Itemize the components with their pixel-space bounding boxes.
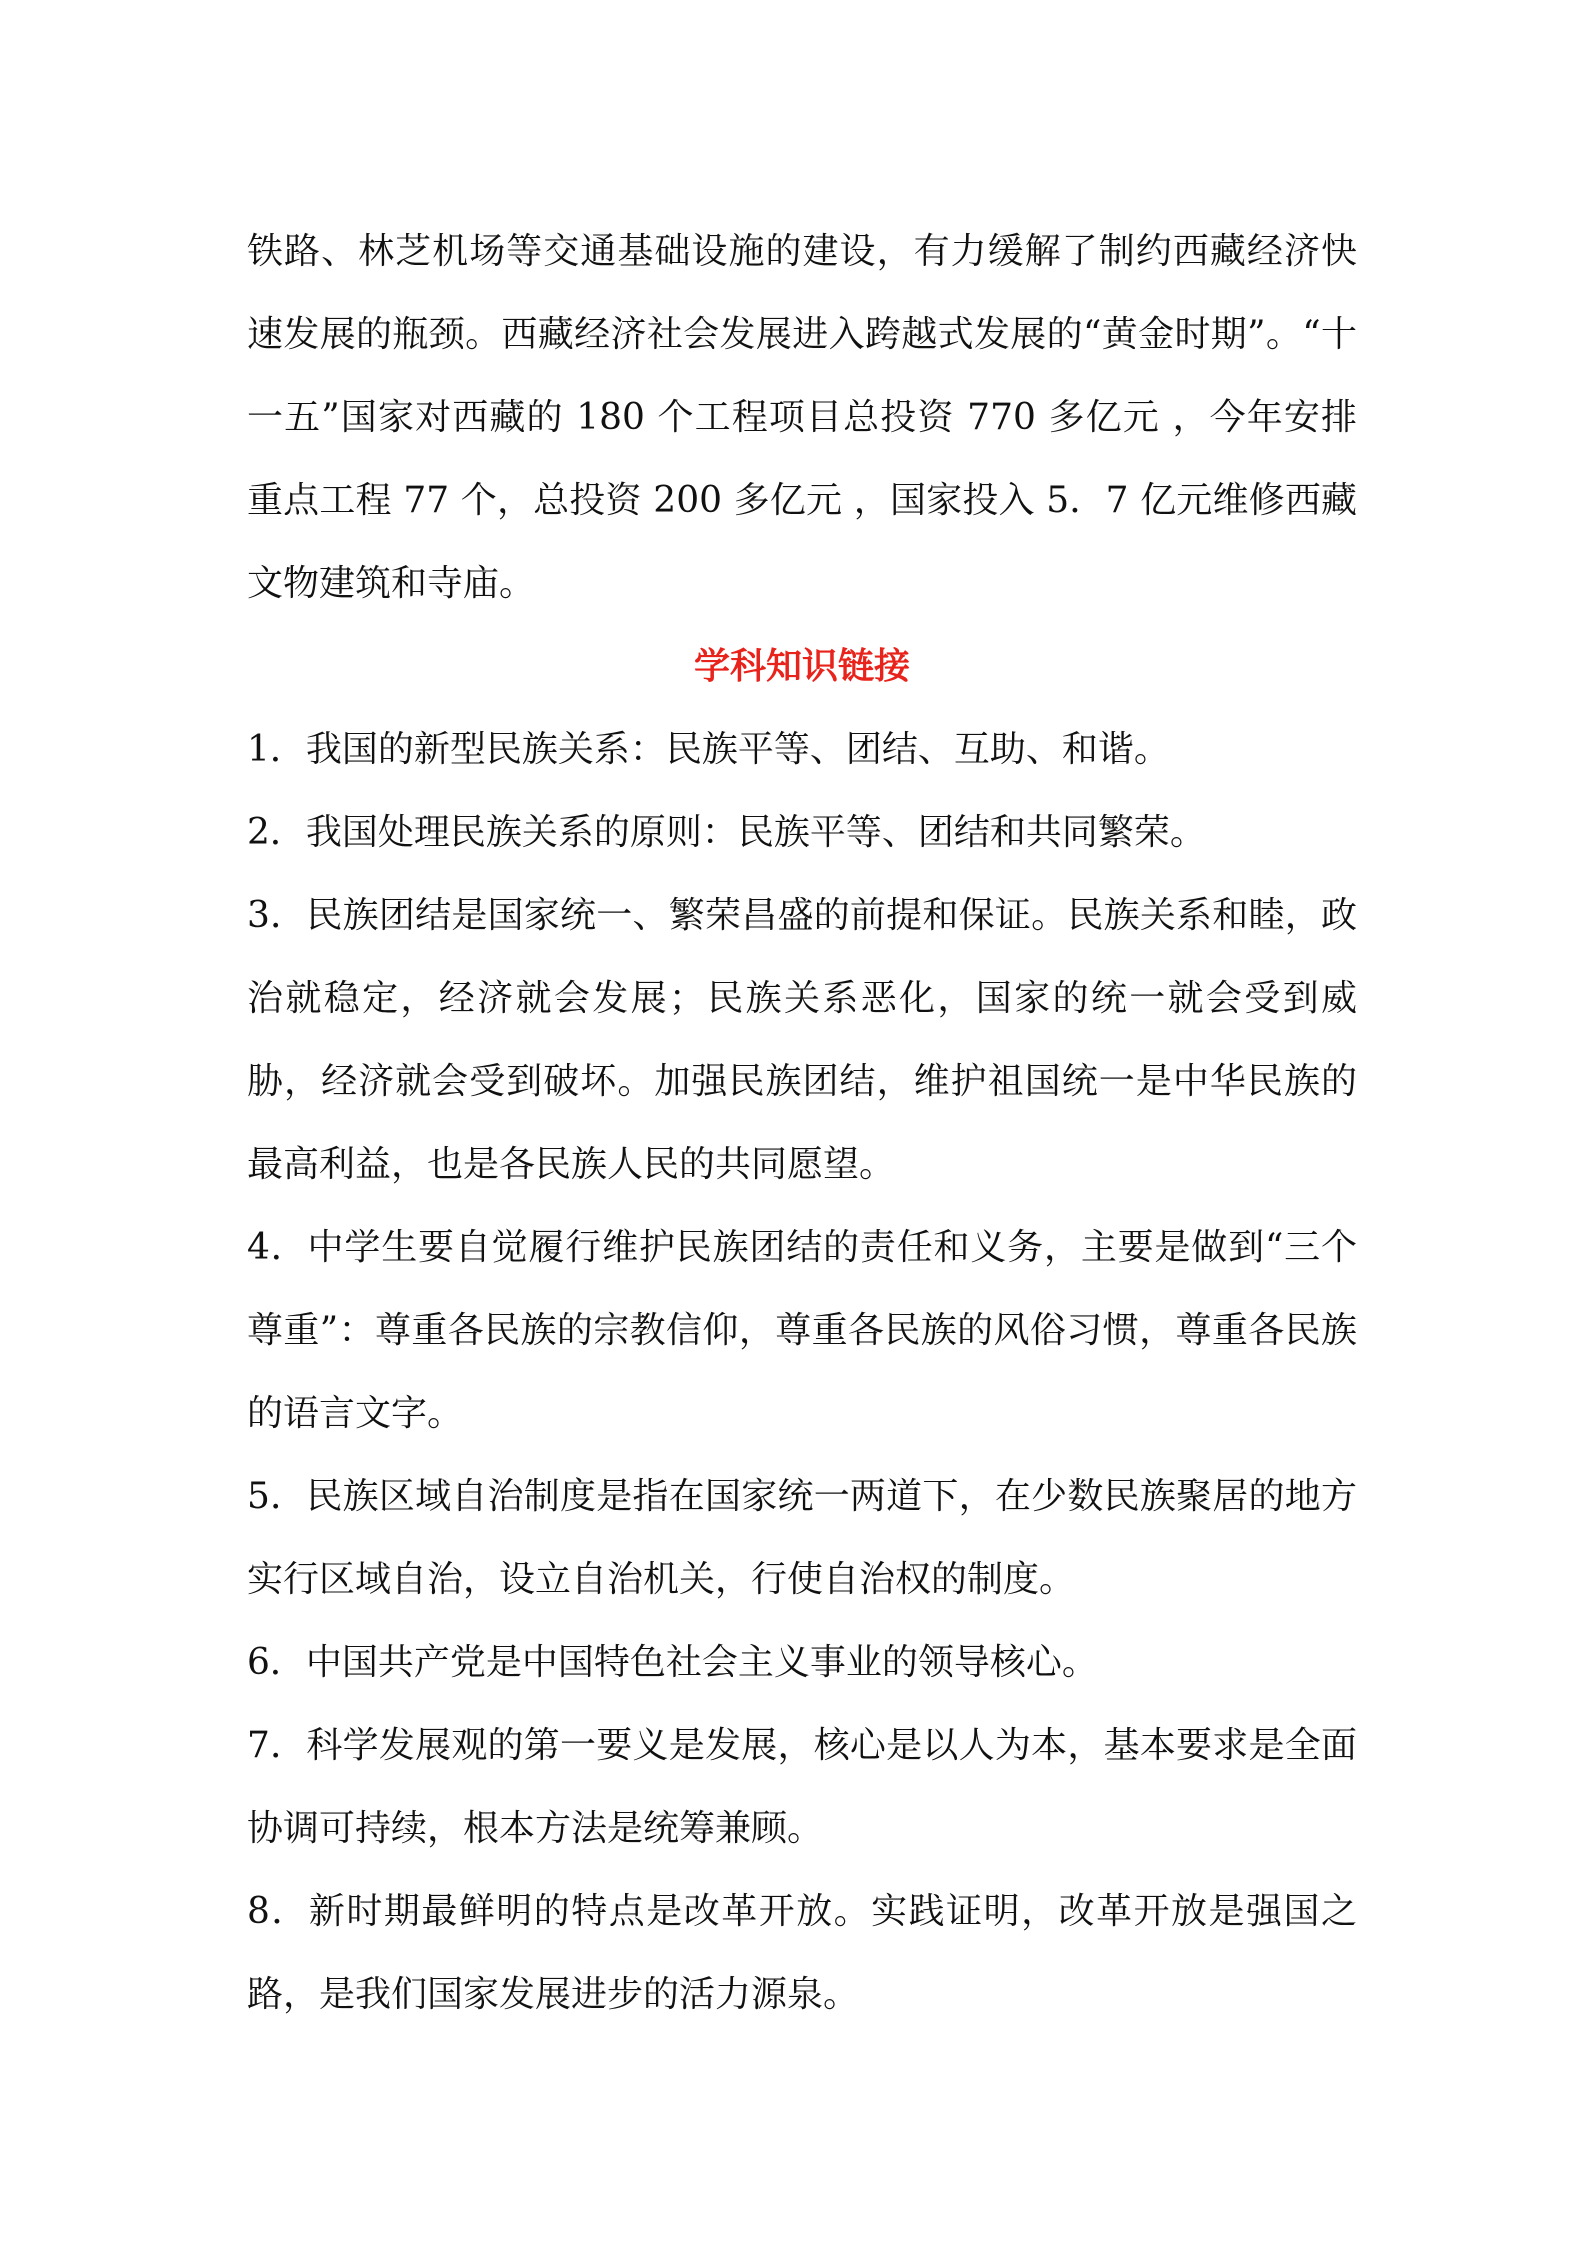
knowledge-item-2: 2．我国处理民族关系的原则：民族平等、团结和共同繁荣。 [247,812,1206,853]
knowledge-item-3: 3．民族团结是国家统一、繁荣昌盛的前提和保证。民族关系和睦，政治就稳定，经济就会发展；民族关系恶化，国家的统一就会受到威胁，经济就会受到破坏。加强民族团结，维护祖国统一是中华民族的最高利益，也是各民族人民的共同愿望。 [247,895,1357,1185]
section-heading: 学科知识链接 [693,646,910,687]
knowledge-item-6: 6．中国共产党是中国特色社会主义事业的领导核心。 [247,1642,1098,1683]
knowledge-item-8: 8．新时期最鲜明的特点是改革开放。实践证明，改革开放是强国之路，是我们国家发展进步的活力源泉。 [247,1891,1357,2015]
intro-paragraph: 铁路、林芝机场等交通基础设施的建设，有力缓解了制约西藏经济快速发展的瓶颈。西藏经济社会发展进入跨越式发展的“黄金时期”。“十一五”国家对西藏的 180 个工程项目总投资 770 多亿元 ，今年安排重点工程 77 个，总投资 200 多亿元 ，国家投入 5．7 亿元维修西藏文物建筑和寺庙。 [247,231,1357,604]
knowledge-item-1: 1．我国的新型民族关系：民族平等、团结、互助、和谐。 [247,729,1170,770]
knowledge-item-5: 5．民族区域自治制度是指在国家统一两道下，在少数民族聚居的地方实行区域自治，设立自治机关，行使自治权的制度。 [247,1476,1357,1600]
knowledge-item-7: 7．科学发展观的第一要义是发展，核心是以人为本，基本要求是全面协调可持续，根本方法是统筹兼顾。 [247,1725,1357,1849]
document-page [247,210,1357,2036]
knowledge-item-4: 4．中学生要自觉履行维护民族团结的责任和义务，主要是做到“三个尊重”：尊重各民族的宗教信仰，尊重各民族的风俗习惯，尊重各民族的语言文字。 [247,1227,1357,1434]
